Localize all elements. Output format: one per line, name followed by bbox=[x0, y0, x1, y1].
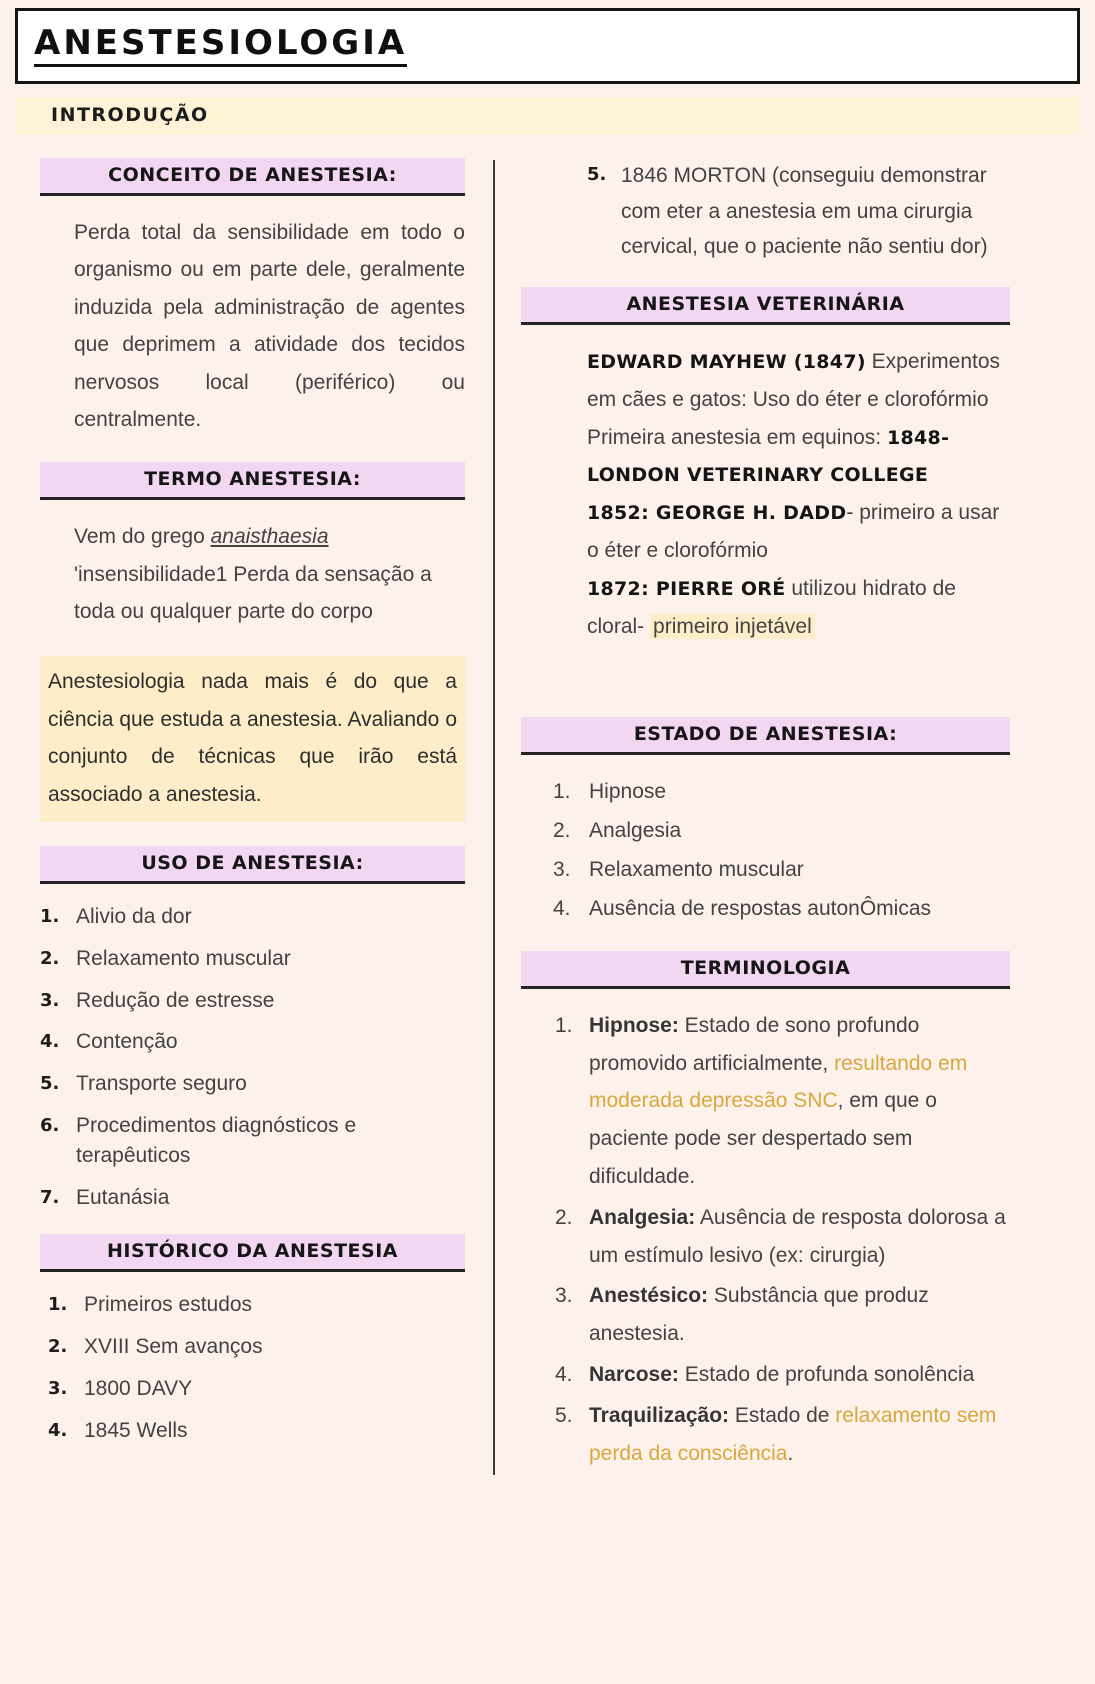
header-uso-de-anestesia bbox=[40, 846, 465, 884]
item-number: 7. bbox=[40, 1186, 60, 1208]
item-number: 6. bbox=[40, 1114, 60, 1136]
header-veterinaria-label: ANESTESIA VETERINÁRIA bbox=[626, 293, 905, 316]
term-lead: Anestésico: bbox=[589, 1284, 709, 1308]
vet-text-3: utilizou hidrato de cloral- bbox=[587, 576, 956, 638]
header-termo-anestesia bbox=[40, 462, 465, 500]
list-item bbox=[553, 773, 1010, 812]
header-conceito-de-anestesia bbox=[40, 158, 465, 196]
left-column bbox=[40, 158, 465, 1475]
term-accent-text: resultando em moderada depressão SNC bbox=[589, 1051, 968, 1113]
item-number: 4. bbox=[40, 1031, 60, 1053]
item-number: 5. bbox=[555, 1403, 573, 1427]
list-item bbox=[40, 1111, 465, 1171]
page-title: ANESTESIOLOGIA bbox=[34, 23, 407, 67]
list-item bbox=[555, 1199, 1010, 1275]
header-historico-label: HISTÓRICO DA ANESTESIA bbox=[107, 1240, 398, 1263]
list-item bbox=[48, 1290, 465, 1320]
list-item bbox=[40, 1069, 465, 1099]
term-text: , em que o paciente pode ser despertado sem dificuldade. bbox=[589, 1089, 937, 1188]
item-text: 1845 Wells bbox=[84, 1418, 188, 1442]
list-item bbox=[555, 1397, 1010, 1473]
list-item bbox=[555, 1356, 1010, 1394]
term-lead: Hipnose: bbox=[589, 1013, 679, 1037]
right-column bbox=[521, 158, 1010, 1475]
item-text bbox=[589, 1277, 1010, 1353]
list-item bbox=[40, 944, 465, 974]
vet-pierre-ore: 1872: PIERRE ORÉ bbox=[587, 577, 786, 600]
list-item bbox=[40, 986, 465, 1016]
list-item bbox=[553, 851, 1010, 890]
header-anestesia-veterinaria bbox=[521, 287, 1010, 325]
item-number: 5. bbox=[40, 1073, 60, 1095]
item-text: Alivio da dor bbox=[76, 904, 192, 928]
item-text: Redução de estresse bbox=[76, 988, 275, 1012]
intro-section-bar bbox=[15, 97, 1080, 134]
term-lead: Traquilização: bbox=[589, 1403, 730, 1427]
item-text: Primeiros estudos bbox=[84, 1293, 253, 1317]
terminologia-list bbox=[555, 1007, 1010, 1473]
item-text: Transporte seguro bbox=[76, 1072, 247, 1096]
item-text: 1800 DAVY bbox=[84, 1377, 193, 1400]
historico-item-morton bbox=[587, 158, 1010, 265]
item-text: Eutanásia bbox=[76, 1185, 170, 1209]
item-text bbox=[589, 1199, 1010, 1275]
item-number: 5. bbox=[587, 164, 607, 185]
header-terminologia-label: TERMINOLOGIA bbox=[680, 956, 851, 979]
item-number: 3. bbox=[555, 1284, 573, 1308]
termo-text-prefix: Vem do grego bbox=[74, 525, 211, 549]
page-title-box bbox=[15, 8, 1080, 84]
item-number: 2. bbox=[555, 1205, 573, 1229]
vet-london-college: 1848- LONDON VETERINARY COLLEGE bbox=[587, 426, 950, 487]
term-text: Estado de profunda sonolência bbox=[678, 1362, 975, 1386]
list-item bbox=[553, 890, 1010, 929]
header-estado-label: ESTADO DE ANESTESIA: bbox=[633, 723, 898, 746]
item-text bbox=[589, 1397, 1010, 1473]
vet-george-dadd: 1852: GEORGE H. DADD bbox=[587, 502, 847, 525]
term-lead: Narcose: bbox=[589, 1362, 679, 1386]
item-text: Analgesia bbox=[589, 819, 682, 843]
list-item bbox=[553, 812, 1010, 851]
list-item bbox=[40, 1027, 465, 1057]
item-number: 4. bbox=[553, 896, 571, 920]
term-text: Estado de sono profundo promovido artificialmente, bbox=[589, 1013, 920, 1075]
termo-body-text bbox=[40, 518, 465, 630]
item-number: 1. bbox=[48, 1294, 68, 1316]
anestesiologia-highlight-note: Anestesiologia nada mais é do que a ciência que estuda a anestesia. Avaliando o conjunto de técnicas que irão está associado a anestesia. bbox=[40, 656, 465, 822]
termo-greek-word: anaisthaesia bbox=[210, 525, 329, 549]
header-uso-label: USO DE ANESTESIA: bbox=[141, 851, 364, 874]
item-text bbox=[589, 1007, 1010, 1196]
item-number: 4. bbox=[48, 1419, 68, 1441]
item-number: 2. bbox=[48, 1336, 68, 1358]
historico-list bbox=[48, 1290, 465, 1445]
term-text: Substância que produz anestesia. bbox=[589, 1284, 929, 1346]
item-number: 1. bbox=[553, 780, 571, 804]
term-text: . bbox=[787, 1441, 794, 1465]
item-text: Contenção bbox=[76, 1030, 178, 1054]
list-item bbox=[40, 902, 465, 932]
item-number: 4. bbox=[555, 1362, 573, 1386]
item-number: 1. bbox=[555, 1013, 573, 1037]
item-text: Hipnose bbox=[589, 780, 667, 804]
item-text bbox=[589, 1356, 974, 1394]
item-text: Procedimentos diagnósticos e terapêuticos bbox=[76, 1113, 357, 1167]
termo-text-suffix: 'insensibilidade1 Perda da sensação a toda ou qualquer parte do corpo bbox=[74, 562, 432, 623]
item-text: Relaxamento muscular bbox=[76, 946, 291, 970]
item-number: 3. bbox=[40, 989, 60, 1011]
conceito-body-text: Perda total da sensibilidade em todo o organismo ou em parte dele, geralmente induzida pela administração de agentes que deprimem a atividade dos tecidos nervosos local (periférico) ou centralmente. bbox=[74, 221, 465, 431]
term-accent-text: relaxamento sem perda da consciência bbox=[589, 1403, 997, 1465]
vet-text-1: Experimentos em cães e gatos: Uso do éter e clorofórmio Primeira anestesia em equinos: bbox=[587, 350, 1001, 449]
list-item bbox=[40, 1183, 465, 1213]
list-item bbox=[48, 1374, 465, 1404]
uso-list bbox=[40, 902, 465, 1213]
item-number: 2. bbox=[553, 819, 571, 843]
list-item bbox=[48, 1332, 465, 1362]
list-item bbox=[555, 1277, 1010, 1353]
item-number: 1. bbox=[40, 905, 60, 927]
vet-highlight-primeiro-injetavel: primeiro injetável bbox=[650, 614, 815, 639]
item-text: Ausência de respostas autonÔmicas bbox=[589, 896, 932, 920]
estado-list bbox=[553, 773, 1010, 928]
intro-label: INTRODUÇÃO bbox=[51, 104, 209, 126]
term-text: Ausência de resposta dolorosa a um estímulo lesivo (ex: cirurgia) bbox=[589, 1205, 1006, 1267]
item-text: Relaxamento muscular bbox=[589, 858, 804, 882]
vet-text-2: - primeiro a usar o éter e clorofórmio bbox=[587, 501, 1000, 563]
header-terminologia bbox=[521, 951, 1010, 989]
vet-edward-mayhew: EDWARD MAYHEW (1847) bbox=[587, 351, 866, 374]
item-number: 2. bbox=[40, 947, 60, 969]
list-item bbox=[555, 1007, 1010, 1196]
term-lead: Analgesia: bbox=[589, 1205, 696, 1229]
header-historico-da-anestesia bbox=[40, 1234, 465, 1272]
header-estado-de-anestesia bbox=[521, 717, 1010, 755]
header-conceito-label: CONCEITO DE ANESTESIA: bbox=[108, 164, 397, 186]
veterinaria-body-text bbox=[587, 343, 1010, 645]
item-number: 3. bbox=[553, 858, 571, 882]
list-item bbox=[48, 1416, 465, 1446]
column-divider bbox=[493, 160, 495, 1475]
item-text: XVIII Sem avanços bbox=[84, 1335, 263, 1359]
two-column-layout bbox=[15, 150, 1080, 1475]
item-text: 1846 MORTON (conseguiu demonstrar com eter a anestesia em uma cirurgia cervical, que o paciente não sentiu dor) bbox=[621, 164, 988, 259]
header-termo-label: TERMO ANESTESIA: bbox=[144, 468, 361, 491]
item-number: 3. bbox=[48, 1378, 68, 1399]
term-text: Estado de bbox=[729, 1403, 836, 1427]
